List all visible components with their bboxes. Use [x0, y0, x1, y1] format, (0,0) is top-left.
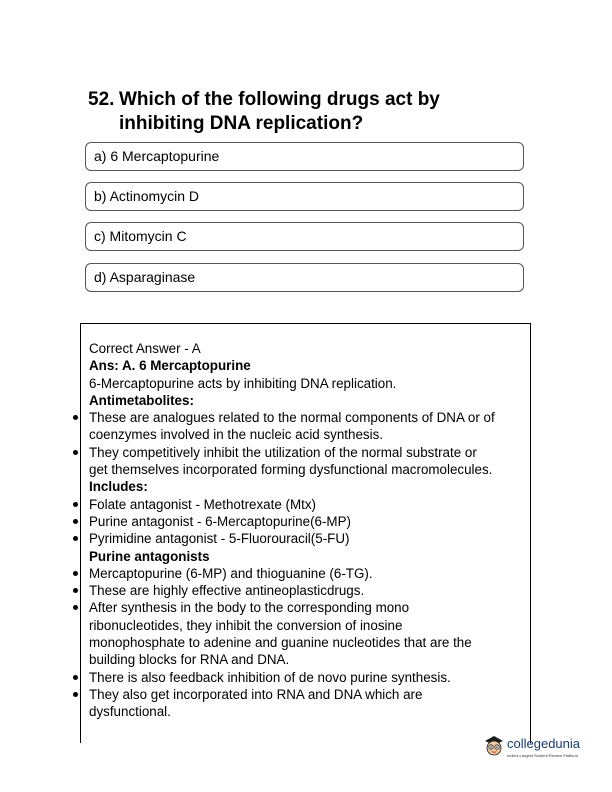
list-item: Purine antagonist - 6-Mercaptopurine(6-MP)	[89, 513, 534, 530]
purine-list	[89, 565, 534, 721]
list-item: There is also feedback inhibition of de novo purine synthesis.	[89, 669, 534, 686]
option-d[interactable]: d) Asparaginase	[85, 263, 524, 292]
bullet-icon	[73, 588, 78, 593]
list-item: These are highly effective antineoplasticdrugs.	[89, 582, 534, 599]
bullet-icon	[73, 571, 78, 576]
list-item: They competitively inhibit the utilization of the normal substrate or get themselves incorporated forming dysfunctional macromolecules.	[89, 444, 534, 479]
mascot-icon	[482, 733, 506, 759]
option-a[interactable]: a) 6 Mercaptopurine	[85, 142, 524, 171]
answer-explanation: 6-Mercaptopurine acts by inhibiting DNA replication.	[89, 375, 397, 391]
answer-box	[80, 323, 531, 743]
bullet-icon	[73, 450, 78, 455]
option-c[interactable]: c) Mitomycin C	[85, 222, 524, 251]
logo-tagline: India's Largest Student Review Platform	[507, 753, 579, 758]
list-item: Pyrimidine antagonist - 5-Fluorouracil(5-FU)	[89, 530, 534, 547]
answer-heading: Ans: A. 6 Mercaptopurine	[89, 358, 251, 374]
list-item: They also get incorporated into RNA and DNA which are dysfunctional.	[89, 686, 534, 721]
question-text: Which of the following drugs act by inhibiting DNA replication?	[119, 89, 440, 134]
antimetabolites-list	[89, 409, 534, 478]
includes-heading: Includes:	[89, 479, 148, 495]
correct-answer: Correct Answer - A	[89, 341, 201, 356]
bullet-icon	[73, 675, 78, 680]
option-b[interactable]: b) Actinomycin D	[85, 182, 524, 211]
question-number: 52.	[88, 89, 115, 110]
bullet-icon	[73, 415, 78, 420]
purine-heading: Purine antagonists	[89, 548, 210, 564]
bullet-icon	[73, 536, 78, 541]
list-item: Folate antagonist - Methotrexate (Mtx)	[89, 496, 534, 513]
includes-list	[89, 496, 534, 548]
list-item: Mercaptopurine (6-MP) and thioguanine (6-TG).	[89, 565, 534, 582]
bullet-icon	[73, 605, 78, 610]
collegedunia-logo[interactable]	[482, 733, 582, 763]
logo-name: collegedunia	[507, 736, 581, 751]
list-item: After synthesis in the body to the corresponding mono ribonucleotides, they inhibit the conversion of inosine monophosphate to adenine and guanine nucleotides that are the building blocks for RNA and DNA.	[89, 599, 534, 668]
bullet-icon	[73, 502, 78, 507]
antimetabolites-heading: Antimetabolites:	[89, 392, 194, 408]
bullet-icon	[73, 692, 78, 697]
bullet-icon	[73, 519, 78, 524]
list-item: These are analogues related to the normal components of DNA or of coenzymes involved in the nucleic acid synthesis.	[89, 409, 534, 444]
answer-content	[89, 340, 534, 721]
